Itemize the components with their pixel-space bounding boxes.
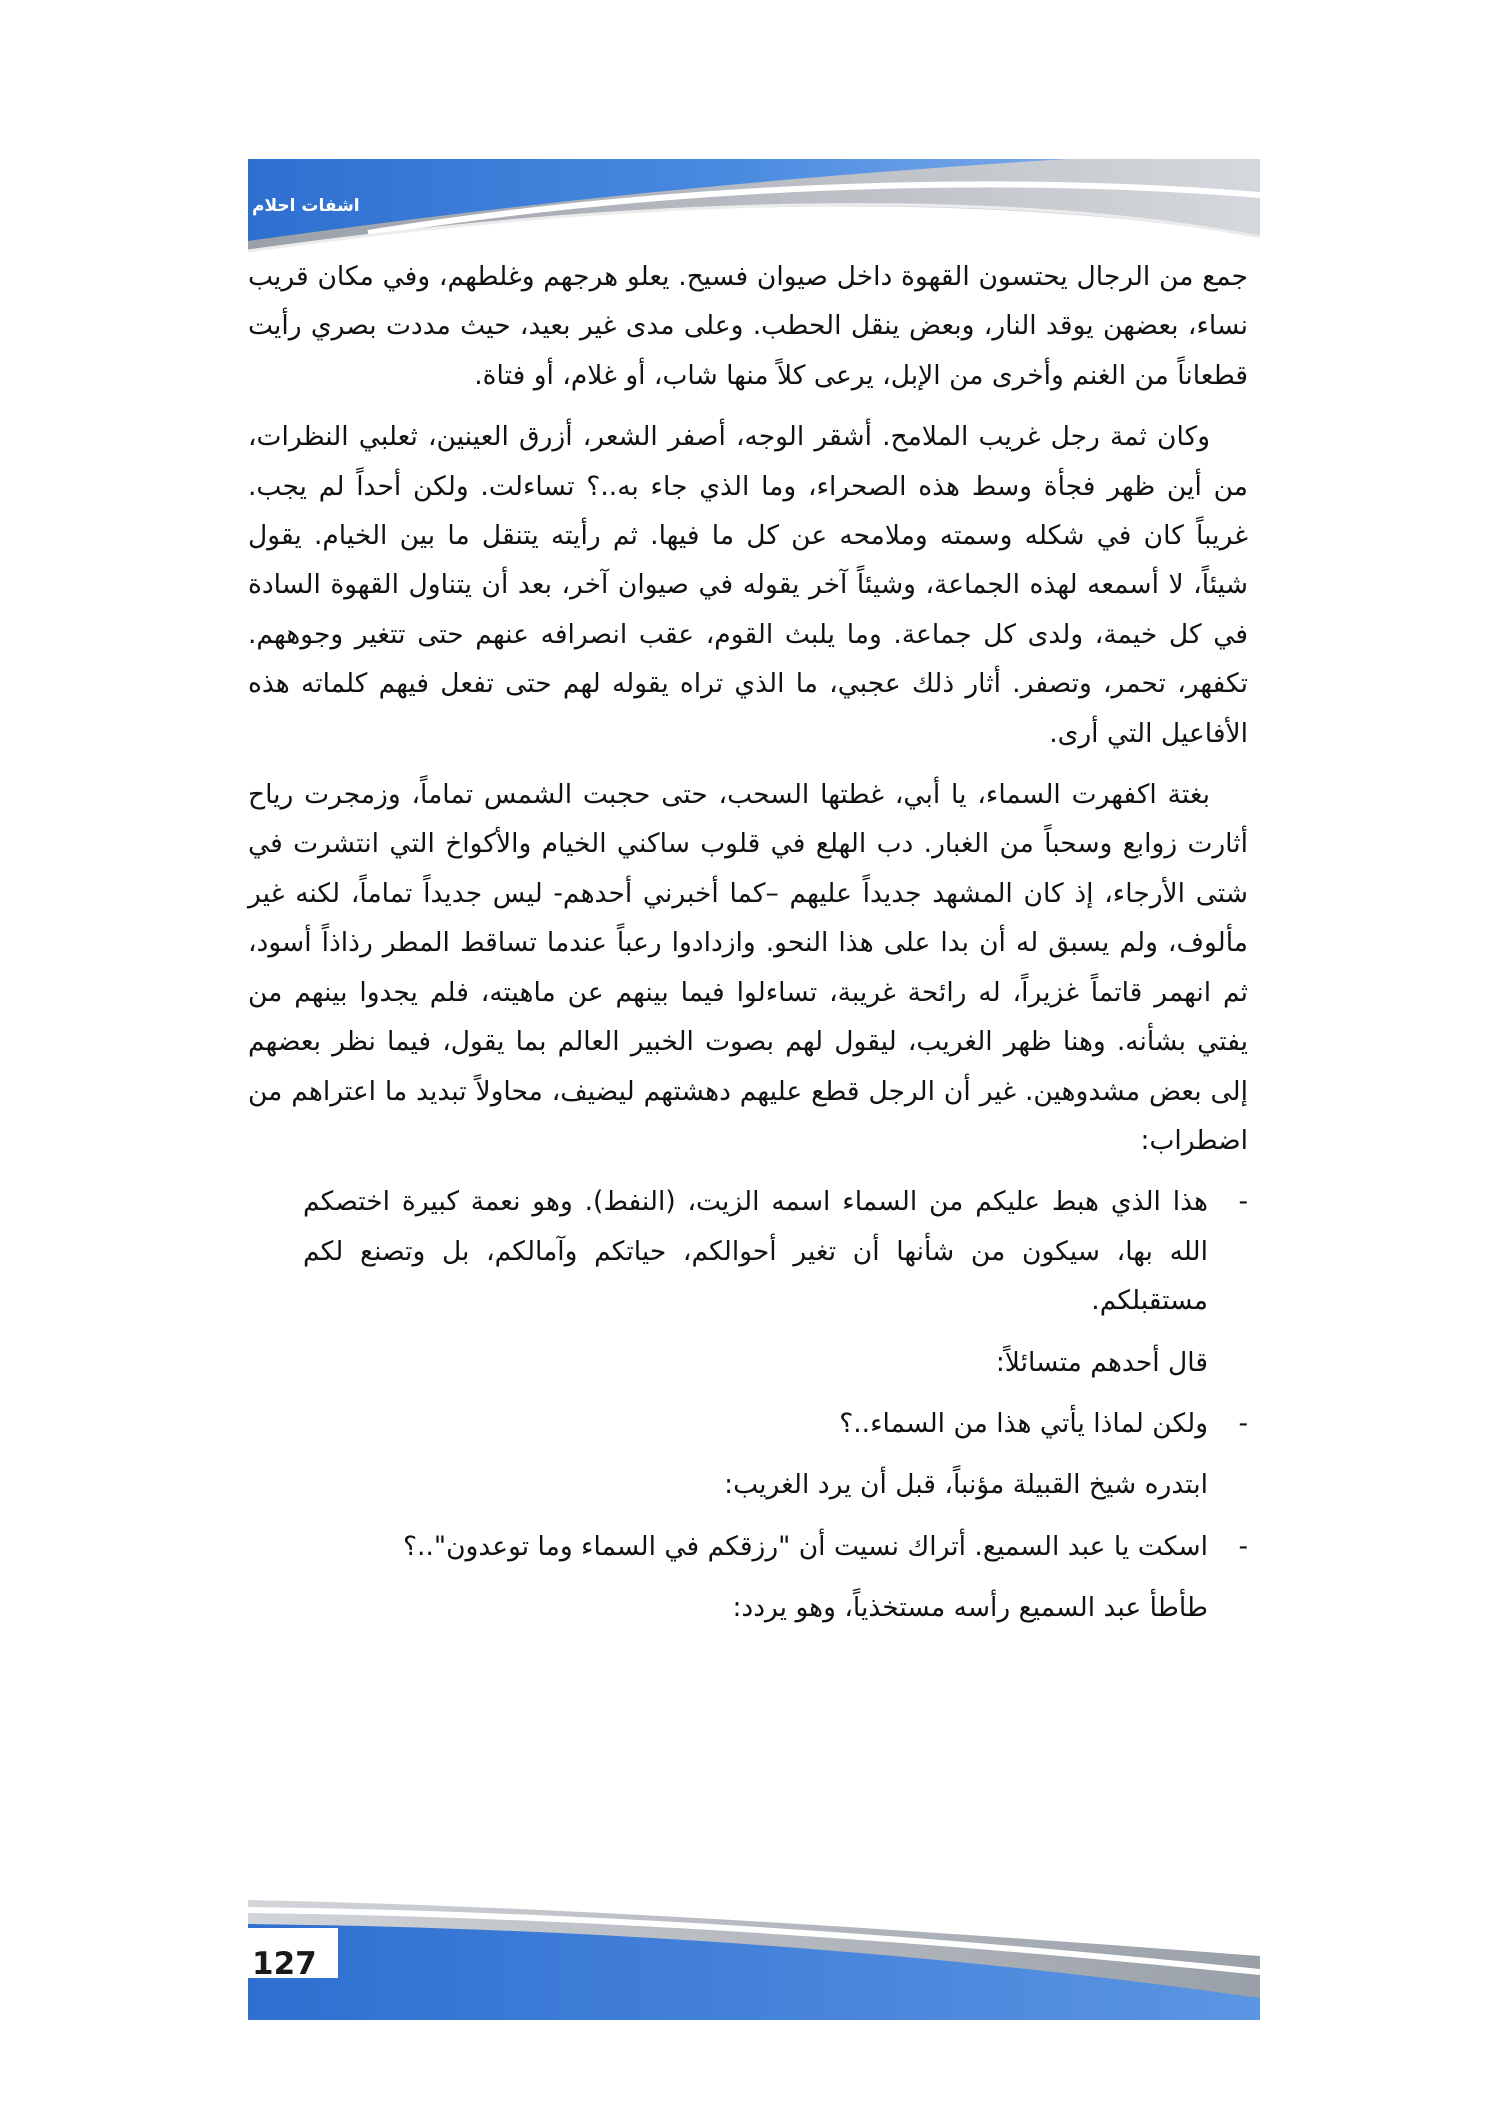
paragraph-2: وكان ثمة رجل غريب الملامح. أشقر الوجه، أصفر الشعر، أزرق العينين، ثعلبي النظرات، من أين ظهر فجأة وسط هذه الصحراء، وما الذي جاء به..؟ تساءلت. ولكن أحداً لم يجب. غريباً كان في شكله وسمته وملامحه عن كل ما فيها. ثم رأيته يتنقل ما بين الخيام. يقول شيئاً، لا أسمعه لهذه الجماعة، وشيئاً آخر يقوله في صيوان آخر، بعد أن يتناول القهوة السادة في كل خيمة، ولدى كل جماعة. وما يلبث القوم، عقب انصرافه عنهم حتى تتغير وجوههم. تكفهر، تحمر، وتصفر. أثار ذلك عجبي، ما الذي تراه يقوله لهم حتى تفعل فيهم كلماته هذه الأفاعيل التي أرى. — [248, 421, 1248, 749]
header-title: اشفات احلام — [252, 196, 360, 216]
dialogue-dash: - — [1238, 1407, 1248, 1439]
page-number: 127 — [252, 1946, 317, 1982]
dialogue-line-2 — [248, 1399, 1248, 1448]
page-body — [248, 252, 1248, 1633]
narration-1: قال أحدهم متسائلاً: — [995, 1346, 1208, 1378]
dialogue-line-1 — [248, 1177, 1248, 1325]
header-wave-decoration — [248, 155, 1260, 255]
dialogue-text-3: اسكت يا عبد السميع. أتراك نسيت أن "رزقكم في السماء وما توعدون"..؟ — [402, 1530, 1208, 1562]
footer-band — [248, 1898, 1260, 2023]
narration-3: طأطأ عبد السميع رأسه مستخذياً، وهو يردد: — [732, 1592, 1208, 1624]
header-band — [248, 155, 1260, 255]
dialogue-dash: - — [1238, 1186, 1248, 1218]
paragraph-3: بغتة اكفهرت السماء، يا أبي، غطتها السحب، حتى حجبت الشمس تماماً، وزمجرت رياح أثارت زوابع وسحباً من الغبار. دب الهلع في قلوب ساكني الخيام والأكواخ التي انتشرت في شتى الأرجاء، إذ كان المشهد جديداً عليهم –كما أخبرني أحدهم- ليس جديداً تماماً، لكنه غير مألوف، ولم يسبق له أن بدا على هذا النحو. وازدادوا رعباً عندما تساقط المطر رذاذاً أسود، ثم انهمر قاتماً غزيراً، له رائحة غريبة، تساءلوا فيما بينهم عن ماهيته، فلم يجدوا بينهم من يفتي بشأنه. وهنا ظهر الغريب، ليقول لهم بصوت الخبير العالم بما يقول، فيما نظر بعضهم إلى بعض مشدوهين. غير أن الرجل قطع عليهم دهشتهم ليضيف، محاولاً تبديد ما اعتراهم من اضطراب: — [248, 779, 1248, 1156]
narration-2: ابتدره شيخ القبيلة مؤنباً، قبل أن يرد الغريب: — [724, 1469, 1208, 1501]
paragraph-1: جمع من الرجال يحتسون القهوة داخل صيوان فسيح. يعلو هرجهم وغلطهم، وفي مكان قريب نساء، بعضهن يوقد النار، وبعض ينقل الحطب. وعلى مدى غير بعيد، حيث مددت بصري رأيت قطعاناً من الغنم وأخرى من الإبل، يرعى كلاً منها شاب، أو غلام، أو فتاة. — [248, 261, 1248, 391]
dialogue-text-2: ولكن لماذا يأتي هذا من السماء..؟ — [839, 1407, 1208, 1439]
dialogue-text-1: هذا الذي هبط عليكم من السماء اسمه الزيت، (النفط). وهو نعمة كبيرة اختصكم الله بها، سيكون من شأنها أن تغير أحوالكم، حياتكم وآمالكم، بل وتصنع لكم مستقبلكم. — [303, 1186, 1208, 1317]
footer-wave-decoration — [248, 1898, 1260, 2023]
dialogue-line-3 — [248, 1522, 1248, 1571]
dialogue-dash: - — [1238, 1530, 1248, 1562]
